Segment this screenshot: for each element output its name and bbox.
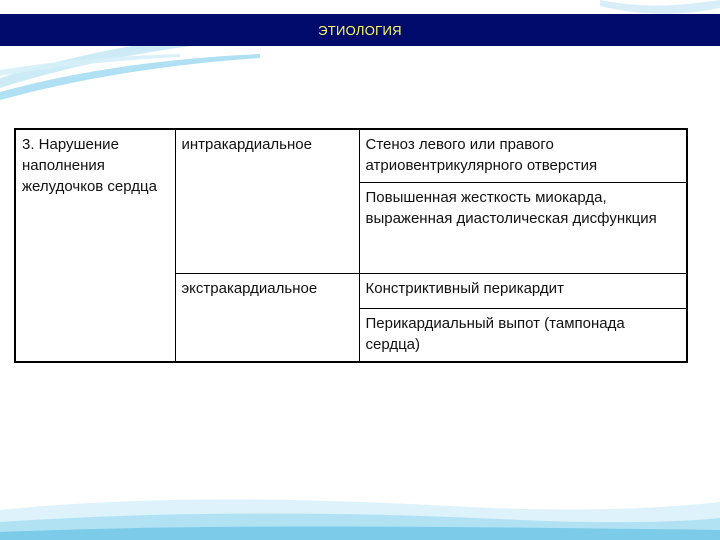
cause-cell: Стеноз левого или правого атриовентрикулярного отверстия [365,136,598,174]
cause-cell: Перикардиальный выпот (тампонада сердца) [359,309,687,363]
cause-cell: Констриктивный перикардит [359,274,687,309]
table-row [15,129,687,183]
category-cell: 3. Нарушение наполнения желудочков сердца [15,129,175,362]
decorative-wave-bottom [0,440,720,540]
group-label-intracardial: интракардиальное [175,129,359,274]
cause-cell: Повышенная жесткость миокарда, выраженная диастолическая дисфункция [359,183,687,274]
etiology-table [14,128,688,363]
title-bar [0,14,720,46]
slide-title: ЭТИОЛОГИЯ [318,22,402,38]
group-label-extracardial: экстракардиальное [175,274,359,363]
